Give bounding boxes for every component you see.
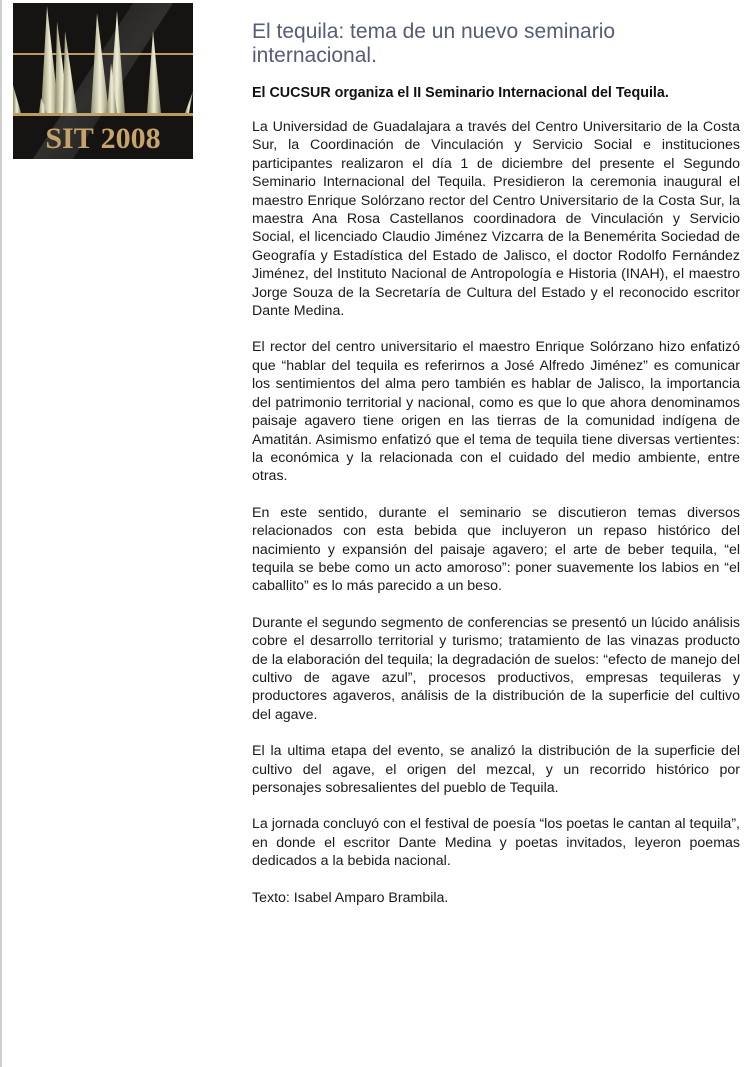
- article-paragraph: La jornada concluyó con el festival de poesía “los poetas le cantan al tequila”, en donde el escritor Dante Medina y poetas invitados, leyeron poemas dedicados a la bebida nacional.: [252, 816, 740, 870]
- article-subtitle: El CUCSUR organiza el II Seminario Internacional del Tequila.: [252, 85, 669, 101]
- article-paragraph: El rector del centro universitario el maestro Enrique Solórzano hizo enfatizó que “hablar del tequila es referirnos a José Alfredo Jiménez” es comunicar los sentimientos del alma pero también es hablar de Jalisco, la importancia del patrimonio territorial y nacional, como es que lo que ahora denominamos paisaje agavero tiene origen en las tierras de la comunidad indígena de Amatitán. Asimismo enfatizó que el tema de tequila tiene diversas vertientes: la económica y la relacionada con el cuidado del medio ambiente, entre otras.: [252, 339, 740, 485]
- article-paragraph: Durante el segundo segmento de conferencias se presentó un lúcido análisis cobre el desarrollo territorial y turismo; tratamiento de las vinazas producto de la elaboración del tequila; la degradación de suelos: “efecto de manejo del cultivo de agave azul”, procesos productivos, empresas tequileras y productores agaveros, análisis de la distribución de la superficie del cultivo del agave.: [252, 614, 740, 723]
- left-border: [0, 0, 2, 1067]
- sit-2008-logo: [13, 3, 193, 159]
- article-author-credit: Texto: Isabel Amparo Brambila.: [252, 889, 449, 906]
- article: [252, 20, 740, 907]
- article-paragraph: En este sentido, durante el seminario se discutieron temas diversos relacionados con esta bebida que incluyeron un repaso histórico del nacimiento y expansión del paisaje agavero; el arte de beber tequila, “el tequila se bebe como un acto amoroso”: poner suavemente los labios en “el caballito” es lo más parecido a un beso.: [252, 504, 740, 595]
- agave-logo-graphic: [13, 3, 193, 159]
- logo-text: SIT 2008: [45, 122, 161, 155]
- article-paragraph: La Universidad de Guadalajara a través del Centro Universitario de la Costa Sur, la Coordinación de Vinculación y Servicio Social e instituciones participantes realizaron el día 1 de diciembre del presente el Segundo Seminario Internacional del Tequila. Presidieron la ceremonia inaugural el maestro Enrique Solórzano rector del Centro Universitario de la Costa Sur, la maestra Ana Rosa Castellanos coordinadora de Vinculación y Servicio Social, el licenciado Claudio Jiménez Vizcarra de la Benemérita Sociedad de Geografía y Estadística del Estado de Jalisco, el doctor Rodolfo Fernández Jiménez, del Instituto Nacional de Antropología e Historia (INAH), el maestro Jorge Souza de la Secretaría de Cultura del Estado y el reconocido escritor Dante Medina.: [252, 119, 740, 320]
- article-paragraph: El la ultima etapa del evento, se analizó la distribución de la superficie del cultivo del agave, el origen del mezcal, y un recorrido histórico por personajes sobresalientes del pueblo de Tequila.: [252, 743, 740, 796]
- article-title: El tequila: tema de un nuevo seminario internacional.: [252, 20, 616, 67]
